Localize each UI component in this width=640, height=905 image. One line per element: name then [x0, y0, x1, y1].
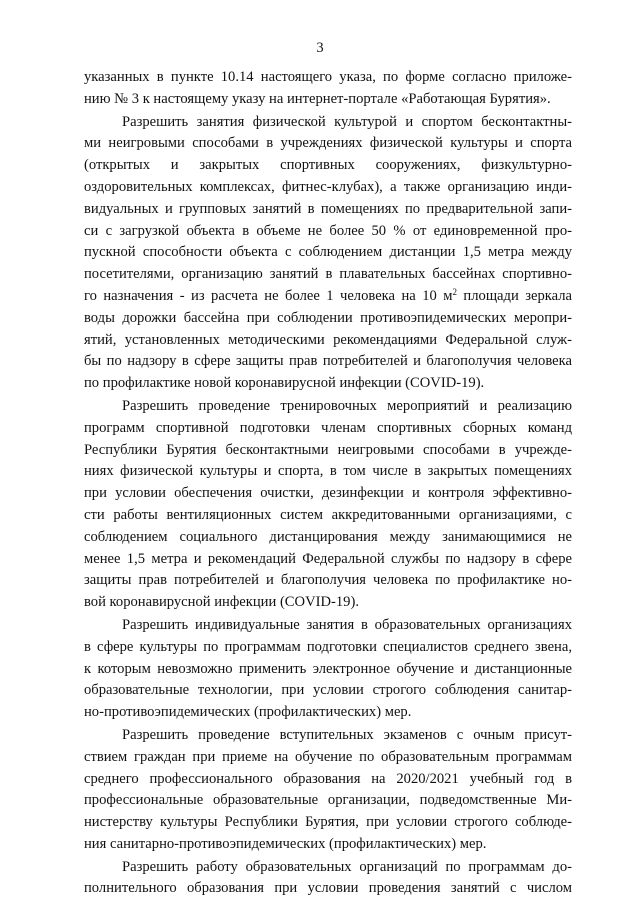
text-line: пускной способности объекта с соблюдением дистанции 1,5 метра между	[84, 244, 572, 261]
text-line-with-superscript	[84, 286, 572, 308]
text-line: нистерству культуры Республики Бурятия, при условии строгого соблюде-	[84, 814, 572, 831]
text-line: в сфере культуры по программам подготовки специалистов среднего звена,	[84, 638, 572, 655]
text-line: оздоровительных комплексах, фитнес-клубах), а также организацию инди-	[84, 178, 572, 195]
text-line: Республики Бурятия бесконтактными неигровыми способами в учрежде-	[84, 441, 572, 458]
text-line: ниях физической культуры и спорта, в том числе в закрытых помещениях	[84, 463, 572, 480]
text-line: по профилактике новой коронавирусной инфекции (COVID-19).	[84, 375, 485, 392]
text-line: ми неигровыми способами в учреждениях физической культуры и спорта	[84, 135, 572, 152]
paragraph	[84, 396, 572, 614]
text-line: ствием граждан при приеме на обучение по образовательным программам	[84, 748, 572, 765]
text-line: си с загрузкой объекта в объеме не более 50 % от единовременной про-	[84, 222, 572, 239]
text-line: Разрешить проведение вступительных экзаменов с очным присут-	[122, 726, 572, 743]
text-line: воды дорожки бассейна при соблюдении противоэпидемических меропри-	[84, 309, 572, 326]
text-line: при условии обеспечения очистки, дезинфекции и контроля эффективно-	[84, 485, 572, 502]
text-line: сти работы вентиляционных систем аккредитованными организациями, с	[84, 506, 572, 523]
text-line: ния санитарно-противоэпидемических (профилактических) мер.	[84, 835, 487, 852]
text-line: но-противоэпидемических (профилактических) мер.	[84, 704, 412, 721]
superscript: 2	[452, 286, 457, 297]
paragraph	[84, 857, 572, 901]
text-fragment: го назначения - из расчета не более 1 человека на 10 м	[84, 287, 453, 304]
text-line: образовательные технологии, при условии строгого соблюдения санитар-	[84, 682, 572, 699]
paragraph	[84, 615, 572, 724]
text-line: менее 1,5 метра и рекомендаций Федеральной службы по надзору в сфере	[84, 550, 572, 567]
text-line: защиты прав потребителей и благополучия человека по профилактике но-	[84, 572, 572, 589]
text-line: к которым невозможно применить электронное обучение и дистанционные	[84, 660, 572, 677]
text-line: бы по надзору в сфере защиты прав потребителей и благополучия человека	[84, 353, 572, 370]
text-line: программ спортивной подготовки членам спортивных сборных команд	[84, 419, 572, 436]
text-line: указанных в пункте 10.14 настоящего указа, по форме согласно приложе-	[84, 69, 572, 85]
paragraph	[84, 725, 572, 856]
text-line: Разрешить индивидуальные занятия в образовательных организациях	[122, 616, 572, 633]
text-line: вой коронавирусной инфекции (COVID-19).	[84, 594, 359, 611]
paragraph	[84, 112, 572, 395]
text-line: нию № 3 к настоящему указу на интернет-портале «Работающая Бурятия».	[84, 90, 551, 107]
text-line: соблюдением социального дистанцирования между занимающимися не	[84, 528, 572, 545]
text-line: посетителями, организацию занятий в плавательных бассейнах спортивно-	[84, 266, 572, 283]
text-line: профессиональные образовательные организации, подведомственные Ми-	[84, 792, 572, 809]
text-line: полнительного образования при условии проведения занятий с числом	[84, 880, 572, 897]
text-fragment: площади зеркала	[456, 287, 572, 304]
text-line: Разрешить проведение тренировочных мероприятий и реализацию	[122, 397, 572, 414]
paragraph	[84, 67, 572, 111]
text-line: среднего профессионального образования на 2020/2021 учебный год в	[84, 770, 572, 787]
text-line: Разрешить работу образовательных организаций по программам до-	[122, 858, 572, 875]
text-line: (открытых и закрытых спортивных сооружениях, физкультурно-	[84, 157, 572, 174]
document-body	[84, 67, 572, 901]
page-number: 3	[316, 40, 324, 56]
text-line: видуальных и групповых занятий в помещениях по предварительной запи-	[84, 200, 572, 217]
text-line: ятий, установленных методическими рекомендациями Федеральной служ-	[84, 331, 572, 348]
text-line: Разрешить занятия физической культурой и спортом бесконтактны-	[122, 113, 572, 130]
